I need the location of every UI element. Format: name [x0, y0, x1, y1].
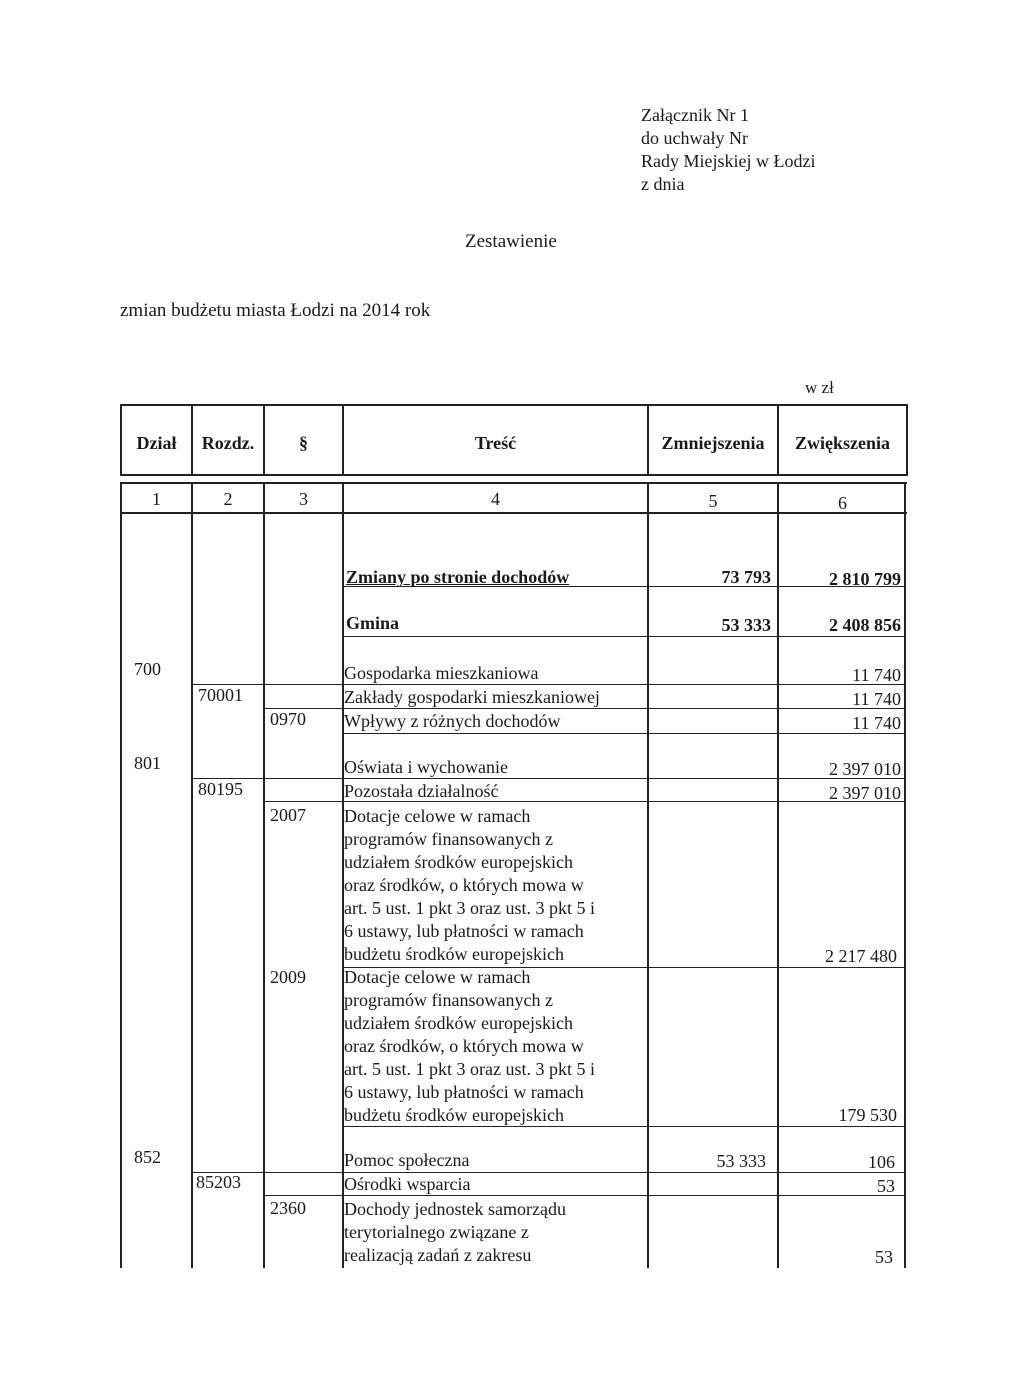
document-title: Zestawienie — [465, 231, 557, 252]
p2009-desc-2: programów finansowanych z — [344, 990, 553, 1010]
colnum-6: 6 — [838, 493, 847, 513]
resolution-number: do uchwały Nr — [641, 128, 748, 148]
colnum-5: 5 — [708, 491, 718, 511]
colnum-1: 1 — [152, 489, 161, 509]
header-paragraf: § — [299, 433, 308, 453]
p0970-zwiekszenia: 11 740 — [852, 713, 901, 733]
council-name: Rady Miejskiej w Łodzi — [641, 151, 816, 171]
p2009-desc-1: Dotacje celowe w ramach — [344, 967, 531, 987]
total-label: Zmiany po stronie dochodów — [346, 567, 570, 587]
resolution-date: z dnia — [641, 174, 685, 194]
header-rozdz: Rozdz. — [201, 433, 255, 453]
p2007-desc-1: Dotacje celowe w ramach — [344, 806, 531, 826]
r85203-label: Ośrodki wsparcia — [344, 1174, 471, 1194]
total-zwiekszenia: 2 810 799 — [829, 569, 901, 589]
p2009-desc-5: art. 5 ust. 1 pkt 3 oraz ust. 3 pkt 5 i — [344, 1059, 595, 1079]
p2009-desc-4: oraz środków, o których mowa w — [344, 1036, 584, 1056]
p2007-desc-4: oraz środków, o których mowa w — [344, 875, 584, 895]
gmina-zwiekszenia: 2 408 856 — [829, 615, 901, 635]
p2009-zwiekszenia: 179 530 — [838, 1105, 897, 1125]
header-zwiekszenia: Zwiększenia — [794, 433, 890, 453]
par-2009: 2009 — [270, 967, 306, 987]
header-dzial: Dział — [136, 433, 177, 453]
attachment-number: Załącznik Nr 1 — [641, 105, 749, 125]
header-tresc: Treść — [474, 433, 517, 453]
p2009-desc-6: 6 ustawy, lub płatności w ramach — [344, 1082, 584, 1102]
par-2360: 2360 — [270, 1198, 306, 1218]
colnum-3: 3 — [299, 489, 308, 509]
r85203-zwiekszenia: 53 — [877, 1176, 895, 1196]
r80195-zwiekszenia: 2 397 010 — [829, 783, 901, 803]
d700-label: Gospodarka mieszkaniowa — [344, 663, 539, 683]
p2009-desc-7: budżetu środków europejskich — [344, 1105, 564, 1125]
dzial-700: 700 — [134, 659, 161, 679]
rozdz-80195: 80195 — [198, 779, 243, 799]
par-2007: 2007 — [270, 805, 306, 825]
colnum-2: 2 — [223, 489, 233, 509]
header-zmniejszenia: Zmniejszenia — [661, 433, 765, 453]
r80195-label: Pozostała działalność — [344, 781, 499, 801]
p2360-desc-2: terytorialnego związane z — [344, 1222, 529, 1242]
p2007-desc-2: programów finansowanych z — [344, 829, 553, 849]
d801-zwiekszenia: 2 397 010 — [829, 759, 901, 779]
rozdz-70001: 70001 — [198, 685, 243, 705]
p2009-desc-3: udziałem środków europejskich — [344, 1013, 573, 1033]
p2360-zwiekszenia: 53 — [875, 1247, 893, 1267]
d852-label: Pomoc społeczna — [344, 1150, 470, 1170]
d852-zmniejszenia: 53 333 — [716, 1151, 766, 1171]
p2007-desc-5: art. 5 ust. 1 pkt 3 oraz ust. 3 pkt 5 i — [344, 898, 595, 918]
p2360-desc-3: realizacją zadań z zakresu — [344, 1245, 532, 1265]
d700-zwiekszenia: 11 740 — [852, 665, 901, 685]
par-0970: 0970 — [270, 709, 306, 729]
gmina-label: Gmina — [346, 613, 400, 633]
currency-unit: w zł — [805, 378, 834, 397]
d801-label: Oświata i wychowanie — [344, 757, 508, 777]
total-zmniejszenia: 73 793 — [721, 567, 771, 587]
p2007-desc-7: budżetu środków europejskich — [344, 944, 564, 964]
p2360-desc-1: Dochody jednostek samorządu — [344, 1199, 566, 1219]
d852-zwiekszenia: 106 — [868, 1152, 895, 1172]
p0970-label: Wpływy z różnych dochodów — [344, 711, 561, 731]
document-subtitle: zmian budżetu miasta Łodzi na 2014 rok — [120, 300, 431, 321]
colnum-4: 4 — [491, 489, 500, 509]
gmina-zmniejszenia: 53 333 — [721, 615, 771, 635]
dzial-801: 801 — [134, 753, 161, 773]
p2007-zwiekszenia: 2 217 480 — [825, 946, 897, 966]
p2007-desc-6: 6 ustawy, lub płatności w ramach — [344, 921, 584, 941]
p2007-desc-3: udziałem środków europejskich — [344, 852, 573, 872]
dzial-852: 852 — [134, 1147, 161, 1167]
r70001-zwiekszenia: 11 740 — [852, 689, 901, 709]
rozdz-85203: 85203 — [196, 1172, 241, 1192]
r70001-label: Zakłady gospodarki mieszkaniowej — [344, 687, 600, 707]
